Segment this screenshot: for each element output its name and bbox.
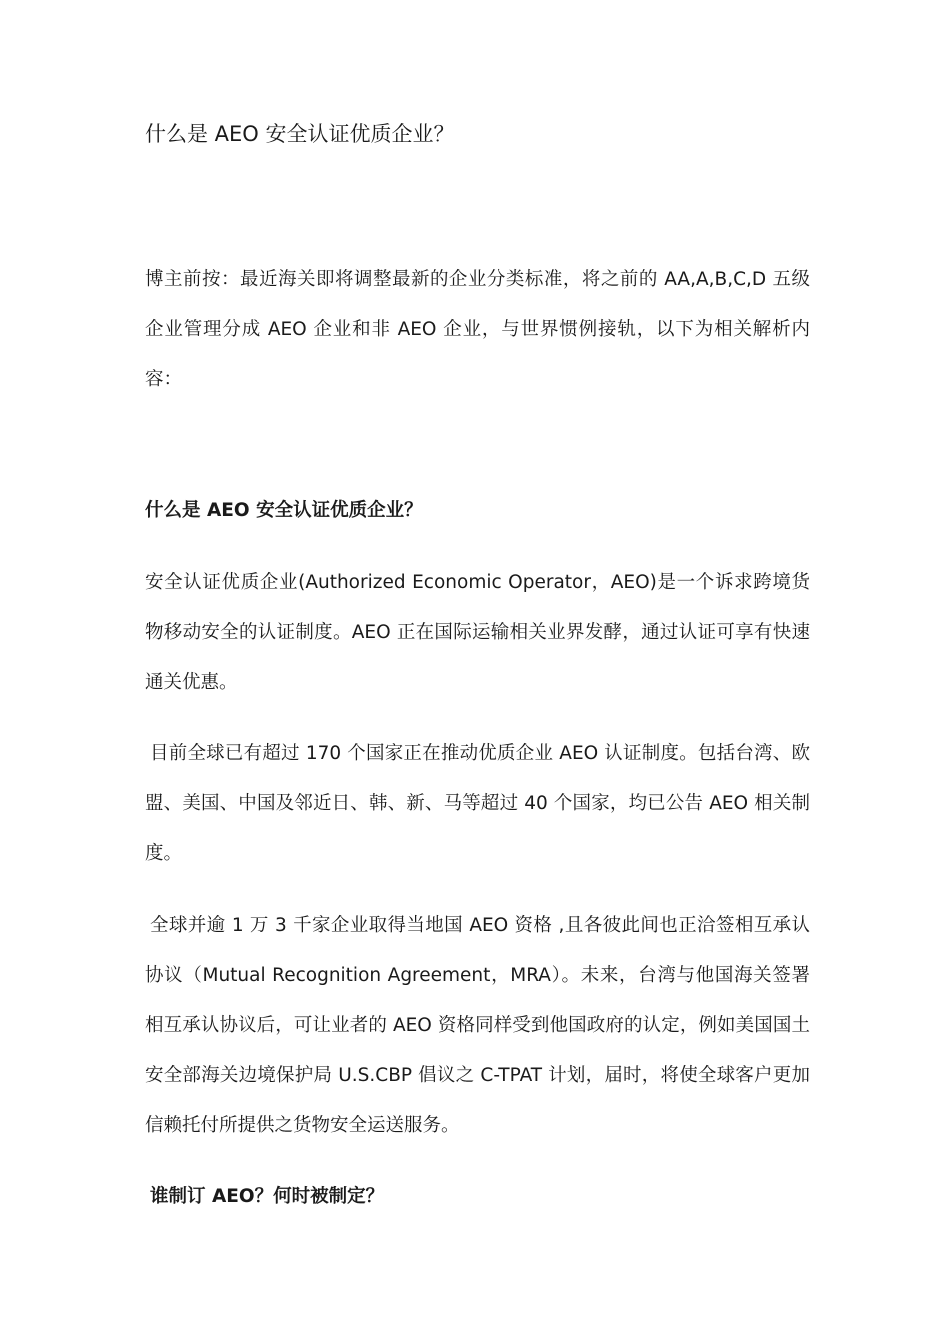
paragraph-aeo-definition: 安全认证优质企业(Authorized Economic Operator，AEO)是一个诉求跨境货物移动安全的认证制度。AEO 正在国际运输相关业界发酵，通过认证可享有快速通关优惠。 bbox=[145, 572, 810, 693]
intro-paragraph: 博主前按：最近海关即将调整最新的企业分类标准，将之前的 AA,A,B,C,D 五级企业管理分成 AEO 企业和非 AEO 企业，与世界惯例接轨，以下为相关解析内容： bbox=[145, 269, 810, 390]
paragraph-mra: 全球并逾 1 万 3 千家企业取得当地国 AEO 资格 ,且各彼此间也正洽签相互承认协议（Mutual Recognition Agreement，MRA）。未来，台湾与他国海关签署相互承认协议后，可让业者的 AEO 资格同样受到他国政府的认定，例如美国国土安全部海关边境保护局 U.S.CBP 倡议之 C-TPAT 计划，届时，将使全球客户更加信赖托付所提供之货物安全运送服务。 bbox=[145, 915, 810, 1136]
paragraph-global-adoption: 目前全球已有超过 170 个国家正在推动优质企业 AEO 认证制度。包括台湾、欧盟、美国、中国及邻近日、韩、新、马等超过 40 个国家，均已公告 AEO 相关制度。 bbox=[145, 743, 810, 864]
document-title: 什么是 AEO 安全认证优质企业？ bbox=[145, 122, 455, 146]
section-heading-who-made-aeo: 谁制订 AEO？何时被制定？ bbox=[150, 1186, 385, 1207]
section-heading-what-is-aeo: 什么是 AEO 安全认证优质企业？ bbox=[145, 500, 423, 521]
